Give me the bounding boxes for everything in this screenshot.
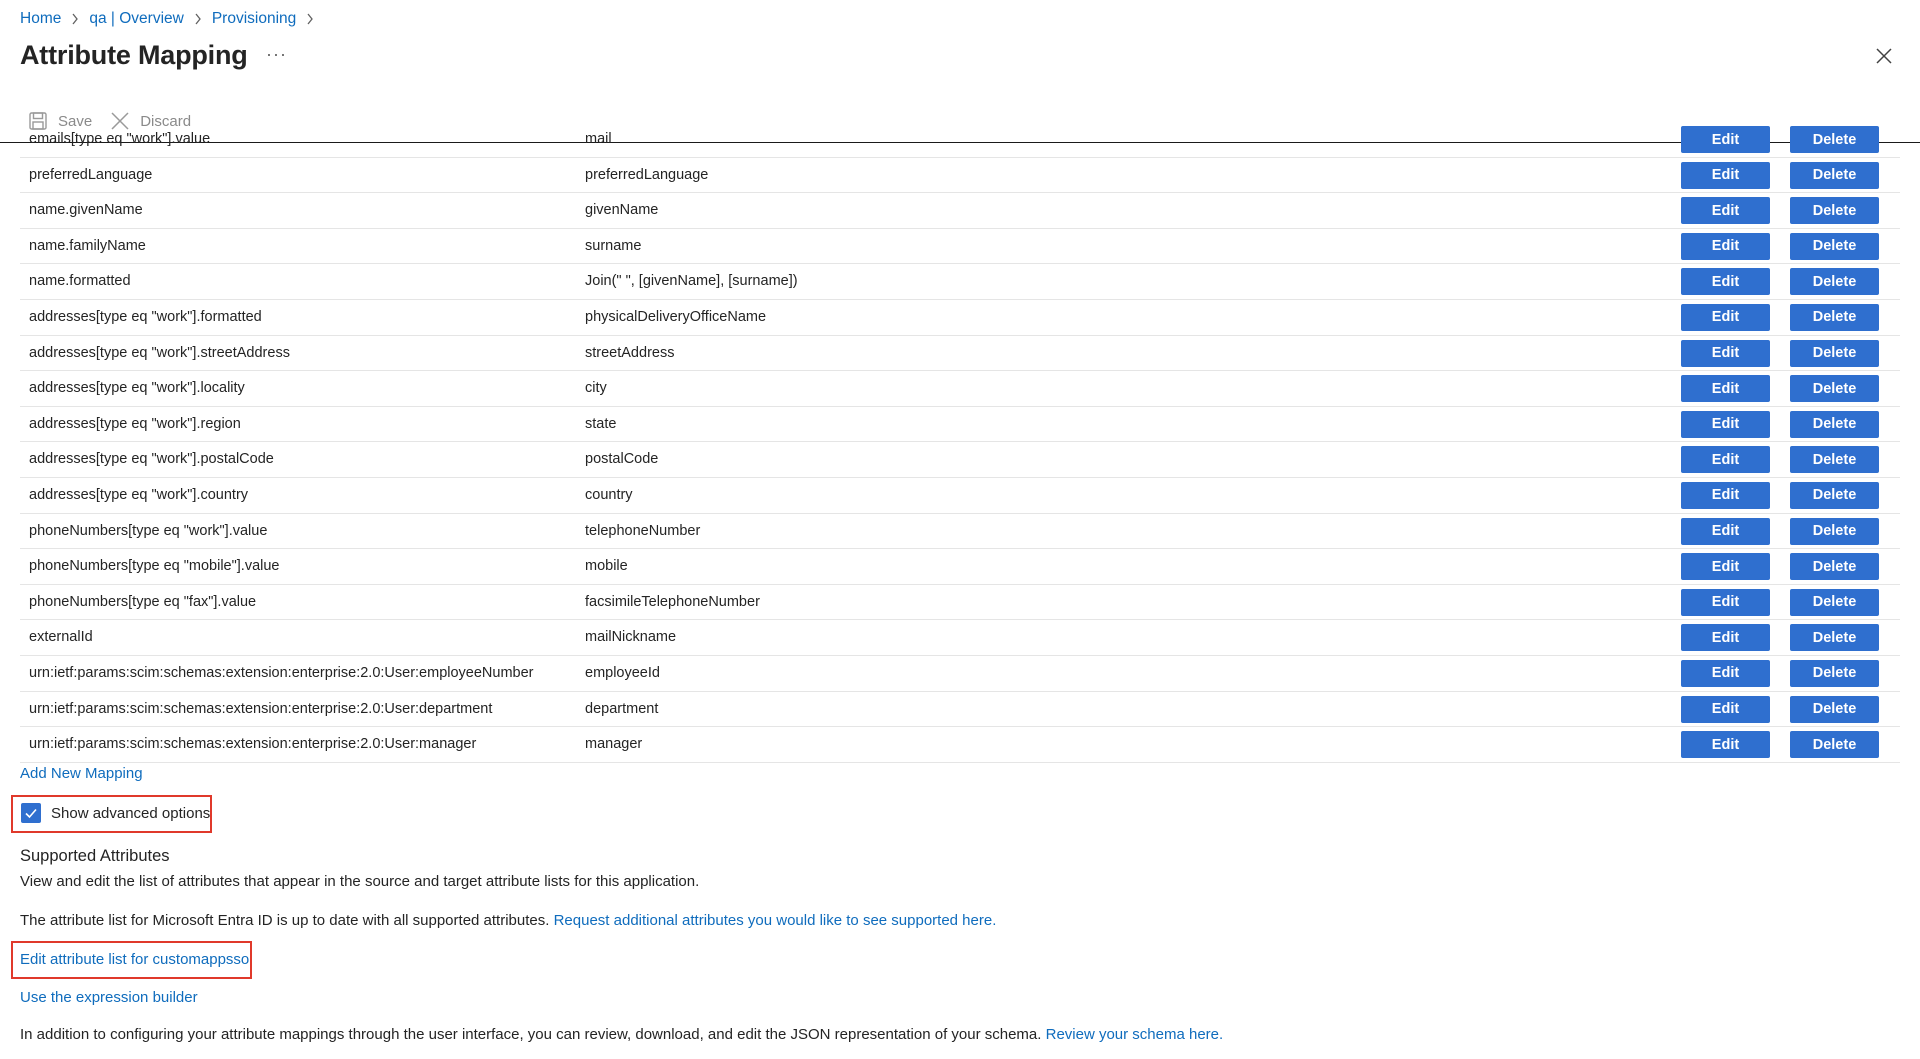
attribute-mapping-table: [20, 131, 1900, 763]
chevron-right-icon: [306, 13, 314, 25]
show-advanced-options-label: Show advanced options: [51, 804, 211, 822]
source-attribute: urn:ietf:params:scim:schemas:extension:enterprise:2.0:User:manager: [29, 736, 477, 753]
source-attribute: urn:ietf:params:scim:schemas:extension:enterprise:2.0:User:department: [29, 700, 493, 717]
delete-button[interactable]: Delete: [1790, 518, 1879, 545]
edit-button[interactable]: Edit: [1681, 624, 1770, 651]
target-attribute: postalCode: [585, 451, 659, 468]
source-attribute: addresses[type eq "work"].locality: [29, 380, 245, 397]
delete-button[interactable]: Delete: [1790, 624, 1879, 651]
source-attribute: urn:ietf:params:scim:schemas:extension:enterprise:2.0:User:employeeNumber: [29, 664, 534, 681]
target-attribute: state: [585, 415, 617, 432]
target-attribute: streetAddress: [585, 344, 675, 361]
table-row: [20, 549, 1900, 585]
target-attribute: department: [585, 700, 659, 717]
target-attribute: city: [585, 380, 607, 397]
target-attribute: surname: [585, 237, 642, 254]
supported-attributes-description: View and edit the list of attributes that appear in the source and target attribute lists for this application.: [20, 873, 700, 890]
table-row: [20, 478, 1900, 514]
breadcrumb: [20, 10, 324, 28]
target-attribute: employeeId: [585, 664, 660, 681]
edit-button[interactable]: Edit: [1681, 482, 1770, 509]
json-schema-description: In addition to configuring your attribute mappings through the user interface, you can review, download, and edit the JSON representation of your schema.: [20, 1026, 1042, 1043]
delete-button[interactable]: Delete: [1790, 660, 1879, 687]
delete-button[interactable]: Delete: [1790, 304, 1879, 331]
delete-button[interactable]: Delete: [1790, 162, 1879, 189]
mapping-rows: [20, 122, 1900, 763]
source-attribute: name.givenName: [29, 202, 143, 219]
supported-attributes-heading: Supported Attributes: [20, 847, 170, 865]
delete-button[interactable]: Delete: [1790, 696, 1879, 723]
target-attribute: mail: [585, 131, 612, 147]
target-attribute: givenName: [585, 202, 659, 219]
attribute-list-status-text: The attribute list for Microsoft Entra ID is up to date with all supported attributes.: [20, 912, 550, 929]
delete-button[interactable]: Delete: [1790, 411, 1879, 438]
source-attribute: addresses[type eq "work"].region: [29, 415, 241, 432]
review-schema-link[interactable]: Review your schema here.: [1045, 1026, 1224, 1043]
source-attribute: emails[type eq "work"].value: [29, 131, 211, 147]
edit-button[interactable]: Edit: [1681, 340, 1770, 367]
target-attribute: preferredLanguage: [585, 166, 709, 183]
more-options-icon[interactable]: ···: [266, 44, 287, 64]
table-row: [20, 727, 1900, 763]
table-row: [20, 300, 1900, 336]
table-row: [20, 193, 1900, 229]
edit-button[interactable]: Edit: [1681, 660, 1770, 687]
edit-button[interactable]: Edit: [1681, 126, 1770, 153]
table-row: [20, 514, 1900, 550]
edit-attribute-list-link[interactable]: Edit attribute list for customappsso: [20, 951, 250, 968]
attribute-list-status: [20, 912, 996, 929]
edit-button[interactable]: Edit: [1681, 268, 1770, 295]
delete-button[interactable]: Delete: [1790, 268, 1879, 295]
discard-label: Discard: [140, 112, 192, 130]
table-row: [20, 158, 1900, 194]
edit-button[interactable]: Edit: [1681, 162, 1770, 189]
edit-button[interactable]: Edit: [1681, 553, 1770, 580]
breadcrumb-home[interactable]: Home: [20, 10, 62, 27]
edit-button[interactable]: Edit: [1681, 233, 1770, 260]
edit-button[interactable]: Edit: [1681, 197, 1770, 224]
table-row: [20, 264, 1900, 300]
source-attribute: addresses[type eq "work"].formatted: [29, 308, 262, 325]
save-label: Save: [58, 112, 93, 130]
target-attribute: Join(" ", [givenName], [surname]): [585, 273, 798, 290]
source-attribute: name.familyName: [29, 237, 146, 254]
source-attribute: phoneNumbers[type eq "fax"].value: [29, 593, 257, 610]
edit-button[interactable]: Edit: [1681, 411, 1770, 438]
page-title: Attribute Mapping: [20, 40, 248, 70]
source-attribute: phoneNumbers[type eq "mobile"].value: [29, 558, 280, 575]
edit-button[interactable]: Edit: [1681, 518, 1770, 545]
delete-button[interactable]: Delete: [1790, 375, 1879, 402]
source-attribute: name.formatted: [29, 273, 131, 290]
target-attribute: telephoneNumber: [585, 522, 701, 539]
table-row: [20, 336, 1900, 372]
close-icon[interactable]: [1874, 46, 1894, 66]
table-row: [20, 620, 1900, 656]
target-attribute: mobile: [585, 558, 628, 575]
target-attribute: manager: [585, 736, 643, 753]
show-advanced-options-checkbox[interactable]: [21, 803, 210, 823]
edit-button[interactable]: Edit: [1681, 375, 1770, 402]
table-row: [20, 442, 1900, 478]
source-attribute: externalId: [29, 629, 93, 646]
delete-button[interactable]: Delete: [1790, 482, 1879, 509]
chevron-right-icon: [194, 13, 202, 25]
table-row: [20, 656, 1900, 692]
table-row: [20, 229, 1900, 265]
json-schema-text: [20, 1026, 1223, 1043]
edit-button[interactable]: Edit: [1681, 446, 1770, 473]
request-attributes-link[interactable]: Request additional attributes you would like to see supported here.: [553, 912, 997, 929]
table-row: [20, 692, 1900, 728]
checkbox-checked-icon: [21, 803, 41, 823]
delete-button[interactable]: Delete: [1790, 233, 1879, 260]
edit-button[interactable]: Edit: [1681, 696, 1770, 723]
target-attribute: physicalDeliveryOfficeName: [585, 308, 767, 325]
target-attribute: country: [585, 486, 633, 503]
delete-button[interactable]: Delete: [1790, 197, 1879, 224]
delete-button[interactable]: Delete: [1790, 446, 1879, 473]
expression-builder-link[interactable]: Use the expression builder: [20, 989, 198, 1006]
delete-button[interactable]: Delete: [1790, 589, 1879, 616]
delete-button[interactable]: Delete: [1790, 731, 1879, 758]
table-row: [20, 122, 1900, 158]
edit-button[interactable]: Edit: [1681, 589, 1770, 616]
chevron-right-icon: [71, 13, 79, 25]
breadcrumb-overview[interactable]: qa | Overview: [89, 10, 184, 27]
table-row: [20, 585, 1900, 621]
delete-button[interactable]: Delete: [1790, 126, 1879, 153]
target-attribute: mailNickname: [585, 629, 677, 646]
breadcrumb-provisioning[interactable]: Provisioning: [211, 10, 297, 27]
delete-button[interactable]: Delete: [1790, 553, 1879, 580]
edit-button[interactable]: Edit: [1681, 304, 1770, 331]
target-attribute: facsimileTelephoneNumber: [585, 593, 760, 610]
delete-button[interactable]: Delete: [1790, 340, 1879, 367]
table-row: [20, 371, 1900, 407]
source-attribute: addresses[type eq "work"].postalCode: [29, 451, 274, 468]
source-attribute: addresses[type eq "work"].country: [29, 486, 249, 503]
table-row: [20, 407, 1900, 443]
edit-button[interactable]: Edit: [1681, 731, 1770, 758]
add-new-mapping-link[interactable]: Add New Mapping: [20, 765, 143, 782]
source-attribute: addresses[type eq "work"].streetAddress: [29, 344, 290, 361]
source-attribute: preferredLanguage: [29, 166, 153, 183]
source-attribute: phoneNumbers[type eq "work"].value: [29, 522, 268, 539]
